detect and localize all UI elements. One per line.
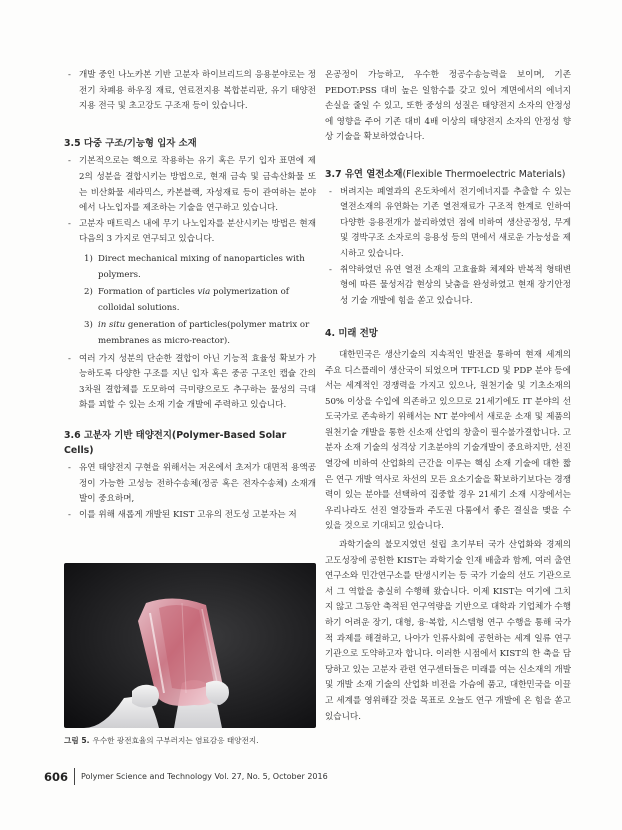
section-3-5-closing-bullet: - 여러 가지 성분의 단순한 결합이 아닌 기능적 효율성 확보가 가능하도록 다양한 구조를 지닌 입자 혹은 중공 구조인 캡슐 간의 3차원 결합체를 도모하여 극미량으로도 추구하는 물성의 극대화를 꾀할 수 있는 소재 기술 개발에 주력하고 있습니다. [64,352,316,414]
section-3-7-bullet-2: - 취약하였던 유연 열전 소재의 고효율화 체제와 반복적 형태변형에 따른 물성저감 현상의 낮춤을 완성하였고 현재 장기안정성 기술 개발에 힘을 쏟고 있습니다. [325,263,571,310]
section-3-5-bullet-2: - 고분자 매트릭스 내에 무기 나노입자를 분산시키는 방법은 현재 다음의 3 가지로 연구되고 있습니다. [64,217,316,248]
numbered-item-1 [64,252,316,283]
numbered-item-3-text: generation of particles(polymer matrix or membranes as micro-reactor). [98,320,310,346]
section-4-paragraph-2: 과학기술의 불모지였던 설립 초기부터 국가 산업화와 경제의 고도성장에 공헌한 KIST는 과학기술 인재 배출과 함께, 여러 출연 연구소와 민간연구소를 탄생시키는 등 국가 기술의 선도 기관으로서 그 역할을 충실히 수행해 왔습니다. 이제 KIST는 여기에 그치지 않고 그동안 축적된 연구역량을 기반으로 대학과 기업체가 수행하기 어려운 장기, 대형, 융·복합, 시스템형 연구 수행을 통해 국가적 과제를 해결하고, 나아가 인류사회에 공헌하는 세계 일류 연구기관으로 도약하고자 합니다. 이러한 시점에서 KIST의 한 축을 담당하고 있는 고분자 관련 연구센터들은 미래를 여는 신소재의 개발 및 개발 소재 기술의 산업화 비전을 가슴에 품고, 대한민국을 이끌고 세계를 영위해갈 것을 목표로 오늘도 연구 개발에 온 힘을 쏟고 있습니다. [325,540,571,722]
section-4-paragraph-1: 대한민국은 생산기술의 지속적인 발전을 통하여 현재 세계의 주요 디스플레이 생산국이 되었으며 TFT-LCD 및 PDP 분야 등에서는 세계적인 경쟁력을 가지고 있으나, 원천기술 및 기초소재의 50% 이상을 수입에 의존하고 있으므로 21세기에도 IT 분야의 선도국가로 존속하기 위해서는 NT 분야에서 새로운 소재 및 제품의 원천기술 개발을 통한 신소재 산업의 창출이 필수불가결합니다. 고분자 소재 기술의 성격상 기초분야의 기술개발이 중요하지만, 선진 열강에 비하여 산업화의 근간을 이루는 핵심 소재 기술에 대한 짧은 연구 개발 역사로 차선의 모든 요소기술을 확보하기보다는 경쟁력이 있는 분야를 선택하여 집중할 경우 21세기 소재 시장에서는 우리나라도 선진 열강들과 주도권 다툼에서 좋은 결실을 맺을 수 있을 것으로 기대되고 있습니다. [325,349,571,532]
right-column [325,68,571,725]
numbered-item-3-text-italic: in situ [98,320,126,331]
section-3-5-bullet-1: - 기본적으로는 핵으로 작용하는 유기 혹은 무기 입자 표면에 제 2의 성분을 결합시키는 방법으로, 현재 금속 및 금속산화물 또는 비산화물 세라믹스, 카본블랙, 자성재료 등이 관여하는 분야에서 나노입자를 제조하는 기술을 연구하고 있습니다. [64,154,316,216]
section-3-6-bullet-1: - 유연 태양전지 구현을 위해서는 저온에서 초저가 대면적 용액공정이 가능한 고성능 전하수송체(정공 혹은 전자수송체) 소재개발이 중요하며, [64,461,316,508]
numbered-item-1-number: 1) [84,253,93,264]
figure-solar-cell-photo [64,563,316,728]
numbered-item-2-text-italic: via [197,287,211,298]
figure-label: 그림 5. [64,736,90,745]
page-number: 606 [44,769,69,784]
numbered-item-2 [64,285,316,316]
left-column [64,68,316,523]
section-3-6-bullet-2: - 이를 위해 새롭게 개발된 KIST 고유의 전도성 고분자는 저 [64,508,316,524]
numbered-item-2-number: 2) [84,287,93,298]
continuation-paragraph: 온공정이 가능하고, 우수한 정공수송능력을 보이며, 기존 PEDOT:PSS 대비 높은 일함수를 갖고 있어 계면에서의 에너지 손실을 줄일 수 있고, 또한 중성의 성질은 태양전지 소자의 안정성에 영향을 주어 기존 대비 4배 이상의 태양전지 소자의 안정성 향상 기술을 확보하였습니다. [325,70,571,143]
section-3-7-heading [325,167,571,183]
intro-bullet: - 개발 중인 나노카본 기반 고분자 하이브리드의 응용분야로는 정전기 차폐용 하우징 재료, 연료전지용 복합분리판, 유기 태양전지용 전극 및 초고강도 구조재 등이 있습니다. [64,68,316,115]
figure-caption-text: 우수한 광전효율의 구부러지는 염료감응 태양전지. [92,736,259,745]
section-3-5-heading: 3.5 다중 구조/기능형 입자 소재 [64,137,197,149]
section-4-heading: 4. 미래 전망 [325,328,378,340]
figure-caption [64,735,259,746]
section-3-7-heading-en: (Flexible Thermoelectric Materials) [402,168,566,180]
page-footer [44,768,328,785]
section-3-7-heading-ko: 3.7 유연 열전소재 [325,168,403,180]
numbered-item-2-text-b: polymerization of colloidal solutions. [98,287,289,313]
numbered-item-3 [64,318,316,349]
numbered-item-2-text-a: Formation of particles [98,287,198,298]
section-3-6-heading: 3.6 고분자 기반 태양전지(Polymer-Based Solar Cells) [64,429,287,457]
numbered-item-1-text: Direct mechanical mixing of nanoparticles with polymers. [98,253,305,280]
journal-citation: Polymer Science and Technology Vol. 27, No. 5, October 2016 [81,772,328,781]
section-3-7-bullet-1: - 버려지는 폐열과의 온도차에서 전기에너지를 추출할 수 있는 열전소재의 유연화는 기존 열전재료가 구조적 한계로 인하여 다양한 응용전개가 불리하였던 점에 비하여 생산공정성, 무게 및 경박구조 소자로의 응용성 등의 면에서 새로운 가능성을 제시하고 있습니다. [325,185,571,263]
numbered-item-3-number: 3) [84,320,93,331]
footer-divider [74,768,75,785]
